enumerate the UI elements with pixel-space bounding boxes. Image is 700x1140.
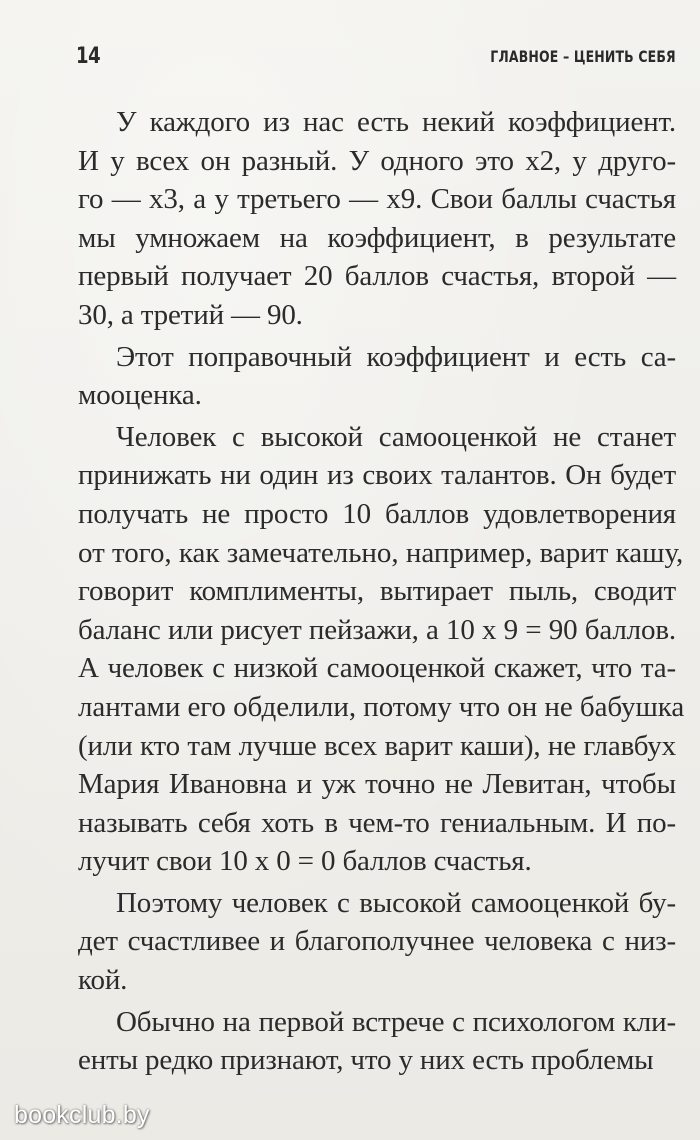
text-line: (или кто там лучше всех варит каши), не главбух [78,729,676,762]
text-line: И у всех он разный. У одного это х2, у друго- [78,144,676,177]
text-line: кой. [78,964,128,997]
text-line: Мария Ивановна и уж точно не Левитан, чтобы [78,768,676,801]
body-text [78,103,685,1080]
text-line: Этот поправочный коэффициент и есть са- [116,340,676,373]
running-head [76,44,676,74]
text-line: мы умножаем на коэффициент, в результате [78,221,676,254]
paragraph [78,884,676,1000]
text-line: дет счастливее и благополучнее человека с низ- [78,925,676,958]
paragraph [78,103,676,335]
text-line: мооценка. [78,379,202,412]
page-number: 14 [76,44,101,69]
text-line: лучит свои 10 х 0 = 0 баллов счастья. [78,845,532,878]
text-line: от того, как замечательно, например, варит кашу, [78,536,684,569]
watermark: bookclub.by [14,1101,150,1129]
text-line: А человек с низкой самооценкой скажет, что та- [78,652,676,685]
text-line: первый получает 20 баллов счастья, второй — [78,260,676,293]
paragraph [78,1003,676,1080]
text-line: лантами его обделили, потому что он не бабушка [78,690,685,723]
text-line: получать не просто 10 баллов удовлетворения [78,497,676,530]
text-line: принижать ни один из своих талантов. Он будет [78,459,676,492]
text-line: баланс или рисует пейзажи, а 10 х 9 = 90 баллов. [78,613,676,646]
text-line: У каждого из нас есть некий коэффициент. [116,106,676,138]
paragraph [78,338,676,415]
text-line: называть себя хоть в чем-то гениальным. И по- [78,806,676,839]
paragraph [78,418,685,881]
text-line: 30, а третий — 90. [78,298,303,331]
text-line: го — х3, а у третьего — х9. Свои баллы счастья [78,183,676,216]
text-line: Поэтому человек с высокой самооценкой бу- [116,886,676,919]
text-line: Человек с высокой самооценкой не станет [116,420,676,453]
text-line: енты редко признают, что у них есть проблемы [78,1044,654,1077]
text-line: говорит комплименты, вытирает пыль, сводит [78,575,676,608]
text-line: Обычно на первой встрече с психологом кли- [116,1005,676,1038]
chapter-title: ГЛАВНОЕ – ЦЕНИТЬ СЕБЯ [490,47,676,66]
